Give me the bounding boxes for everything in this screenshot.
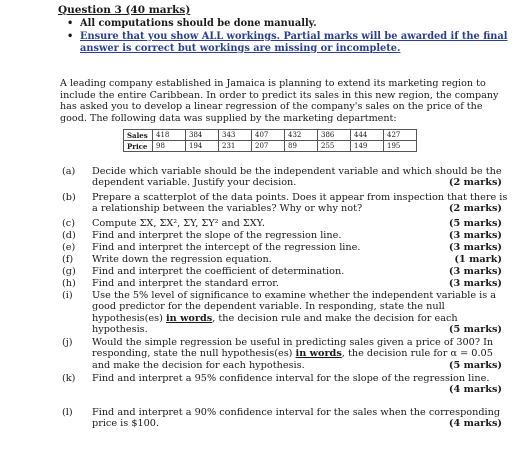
question-label: (i) bbox=[62, 290, 73, 301]
question-g bbox=[62, 266, 502, 277]
question-label: (d) bbox=[62, 230, 76, 241]
question-i bbox=[62, 290, 502, 336]
question-text bbox=[92, 407, 502, 430]
question-line: Find and interpret the slope of the regression line. bbox=[92, 230, 342, 241]
question-line-with-marks bbox=[92, 278, 502, 289]
marks-label: (2 marks) bbox=[448, 203, 502, 215]
question-text bbox=[92, 230, 502, 241]
sales-cell: 343 bbox=[219, 130, 252, 141]
question-text bbox=[92, 242, 502, 253]
question-line: dependent variable. Justify your decision. bbox=[92, 177, 297, 189]
question-h bbox=[62, 278, 502, 289]
question-line: Find and interpret the intercept of the regression line. bbox=[92, 242, 361, 253]
sales-row bbox=[124, 130, 417, 141]
question-line: Use the 5% level of significance to examine whether the independent variable is a bbox=[92, 290, 497, 301]
price-row bbox=[124, 141, 417, 152]
intro-line: good. The following data was supplied by the marketing department: bbox=[60, 113, 397, 125]
question-c bbox=[62, 218, 502, 229]
question-line: Find and interpret the standard error. bbox=[92, 278, 279, 289]
marks-label: (3 marks) bbox=[448, 230, 502, 241]
price-cell: 98 bbox=[153, 141, 186, 152]
question-line: Find and interpret a 95% confidence interval for the slope of the regression line. bbox=[92, 373, 490, 384]
question-line: Write down the regression equation. bbox=[92, 254, 272, 265]
question-line: Find and interpret the coefficient of determination. bbox=[92, 266, 345, 277]
question-text bbox=[92, 192, 508, 215]
question-text bbox=[92, 337, 502, 371]
price-header: Price bbox=[124, 141, 153, 152]
question-line-with-marks bbox=[92, 418, 502, 429]
intro-line: include the entire Caribbean. In order to predict its sales in this new region, the company bbox=[60, 89, 499, 101]
question-line-with-marks bbox=[92, 230, 502, 241]
price-cell: 255 bbox=[318, 141, 351, 152]
question-line: hypothesis. bbox=[92, 324, 148, 336]
price-cell: 194 bbox=[186, 141, 219, 152]
question-label: (j) bbox=[62, 337, 73, 348]
question-text bbox=[92, 266, 502, 277]
instruction-bullet-2 bbox=[67, 31, 508, 54]
marks-label: (1 mark) bbox=[454, 254, 502, 265]
question-label: (f) bbox=[62, 254, 74, 265]
question-line-with-marks bbox=[92, 218, 502, 229]
price-cell: 231 bbox=[219, 141, 252, 152]
question-label: (l) bbox=[62, 407, 73, 418]
question-label: (c) bbox=[62, 218, 75, 229]
question-line: hypothesis(es) in words, the decision rule and make the decision for each bbox=[92, 312, 458, 324]
sales-cell: 384 bbox=[186, 130, 219, 141]
sales-cell: 418 bbox=[153, 130, 186, 141]
sales-cell: 386 bbox=[318, 130, 351, 141]
question-e bbox=[62, 242, 502, 253]
question-f bbox=[62, 254, 502, 265]
sales-cell: 432 bbox=[285, 130, 318, 141]
instruction-text-2: Ensure that you show ALL workings. Partial marks will be awarded if the final bbox=[80, 31, 508, 42]
question-text bbox=[92, 166, 502, 189]
bullet-icon: • bbox=[67, 18, 74, 29]
marks-label: (2 marks) bbox=[448, 177, 502, 189]
question-label: (a) bbox=[62, 166, 76, 177]
question-line: a relationship between the variables? Why or why not? bbox=[92, 203, 363, 215]
question-line-with-marks bbox=[92, 360, 502, 371]
question-line-with-marks bbox=[92, 242, 502, 253]
question-line: price is $100. bbox=[92, 418, 160, 430]
question-line: Would the simple regression be useful in predicting sales given a price of 300? In bbox=[92, 337, 494, 348]
question-text bbox=[92, 254, 502, 265]
question-j bbox=[62, 337, 502, 371]
sales-cell: 444 bbox=[351, 130, 384, 141]
sales-cell: 407 bbox=[252, 130, 285, 141]
intro-line: A leading company established in Jamaica is planning to extend its marketing region to bbox=[60, 78, 486, 89]
question-title: Question 3 (40 marks) bbox=[58, 4, 191, 16]
instruction-text-3: answer is correct but workings are missing or incomplete. bbox=[80, 42, 401, 54]
question-d bbox=[62, 230, 502, 241]
marks-label: (4 marks) bbox=[448, 384, 502, 396]
question-a bbox=[62, 166, 502, 189]
question-line-with-marks bbox=[92, 266, 502, 277]
marks-label: (5 marks) bbox=[448, 359, 502, 371]
marks-label: (3 marks) bbox=[448, 266, 502, 277]
emphasis-in-words: in words bbox=[295, 348, 342, 360]
question-line: Prepare a scatterplot of the data points. Does it appear from inspection that there is bbox=[92, 192, 508, 203]
question-line-with-marks bbox=[92, 384, 502, 395]
question-line: Find and interpret a 90% confidence interval for the sales when the corresponding bbox=[92, 407, 501, 418]
marks-label: (3 marks) bbox=[448, 278, 502, 289]
bullet-icon: • bbox=[67, 31, 74, 42]
question-line: Decide which variable should be the independent variable and which should be the bbox=[92, 166, 502, 177]
marks-label: (5 marks) bbox=[448, 218, 502, 229]
question-line-with-marks bbox=[92, 254, 502, 265]
intro-paragraph bbox=[60, 78, 506, 125]
marks-label: (5 marks) bbox=[448, 324, 502, 336]
question-l bbox=[62, 407, 502, 430]
question-b bbox=[62, 192, 508, 215]
question-line-with-marks bbox=[92, 177, 502, 188]
question-text bbox=[92, 218, 502, 229]
price-cell: 195 bbox=[384, 141, 417, 152]
marks-label: (4 marks) bbox=[448, 418, 502, 430]
question-label: (e) bbox=[62, 242, 76, 253]
question-label: (b) bbox=[62, 192, 76, 203]
question-line-with-marks bbox=[92, 324, 502, 335]
question-text bbox=[92, 373, 502, 396]
question-text bbox=[92, 290, 502, 336]
question-text bbox=[92, 278, 502, 289]
question-label: (g) bbox=[62, 266, 76, 277]
price-cell: 89 bbox=[285, 141, 318, 152]
question-label: (h) bbox=[62, 278, 76, 289]
sales-cell: 427 bbox=[384, 130, 417, 141]
question-line: Compute ΣX, ΣX², ΣY, ΣY² and ΣXY. bbox=[92, 218, 265, 229]
sales-price-table bbox=[123, 129, 417, 152]
price-cell: 149 bbox=[351, 141, 384, 152]
marks-label: (3 marks) bbox=[448, 242, 502, 253]
question-k bbox=[62, 373, 502, 396]
intro-line: has asked you to develop a linear regression of the company's sales on the price of the bbox=[60, 101, 483, 113]
instruction-text-1: All computations should be done manually. bbox=[80, 18, 317, 29]
price-cell: 207 bbox=[252, 141, 285, 152]
question-line: responding, state the null hypothesis(es) in words, the decision rule for α = 0.05 bbox=[92, 348, 493, 360]
instruction-bullet-1 bbox=[67, 18, 317, 30]
sales-header: Sales bbox=[124, 130, 153, 141]
emphasis-in-words: in words bbox=[166, 312, 213, 324]
question-line: good predictor for the dependent variable. In responding, state the null bbox=[92, 301, 445, 313]
question-line: and make the decision for each hypothesis. bbox=[92, 359, 305, 371]
question-label: (k) bbox=[62, 373, 76, 384]
question-line-with-marks bbox=[92, 203, 502, 214]
